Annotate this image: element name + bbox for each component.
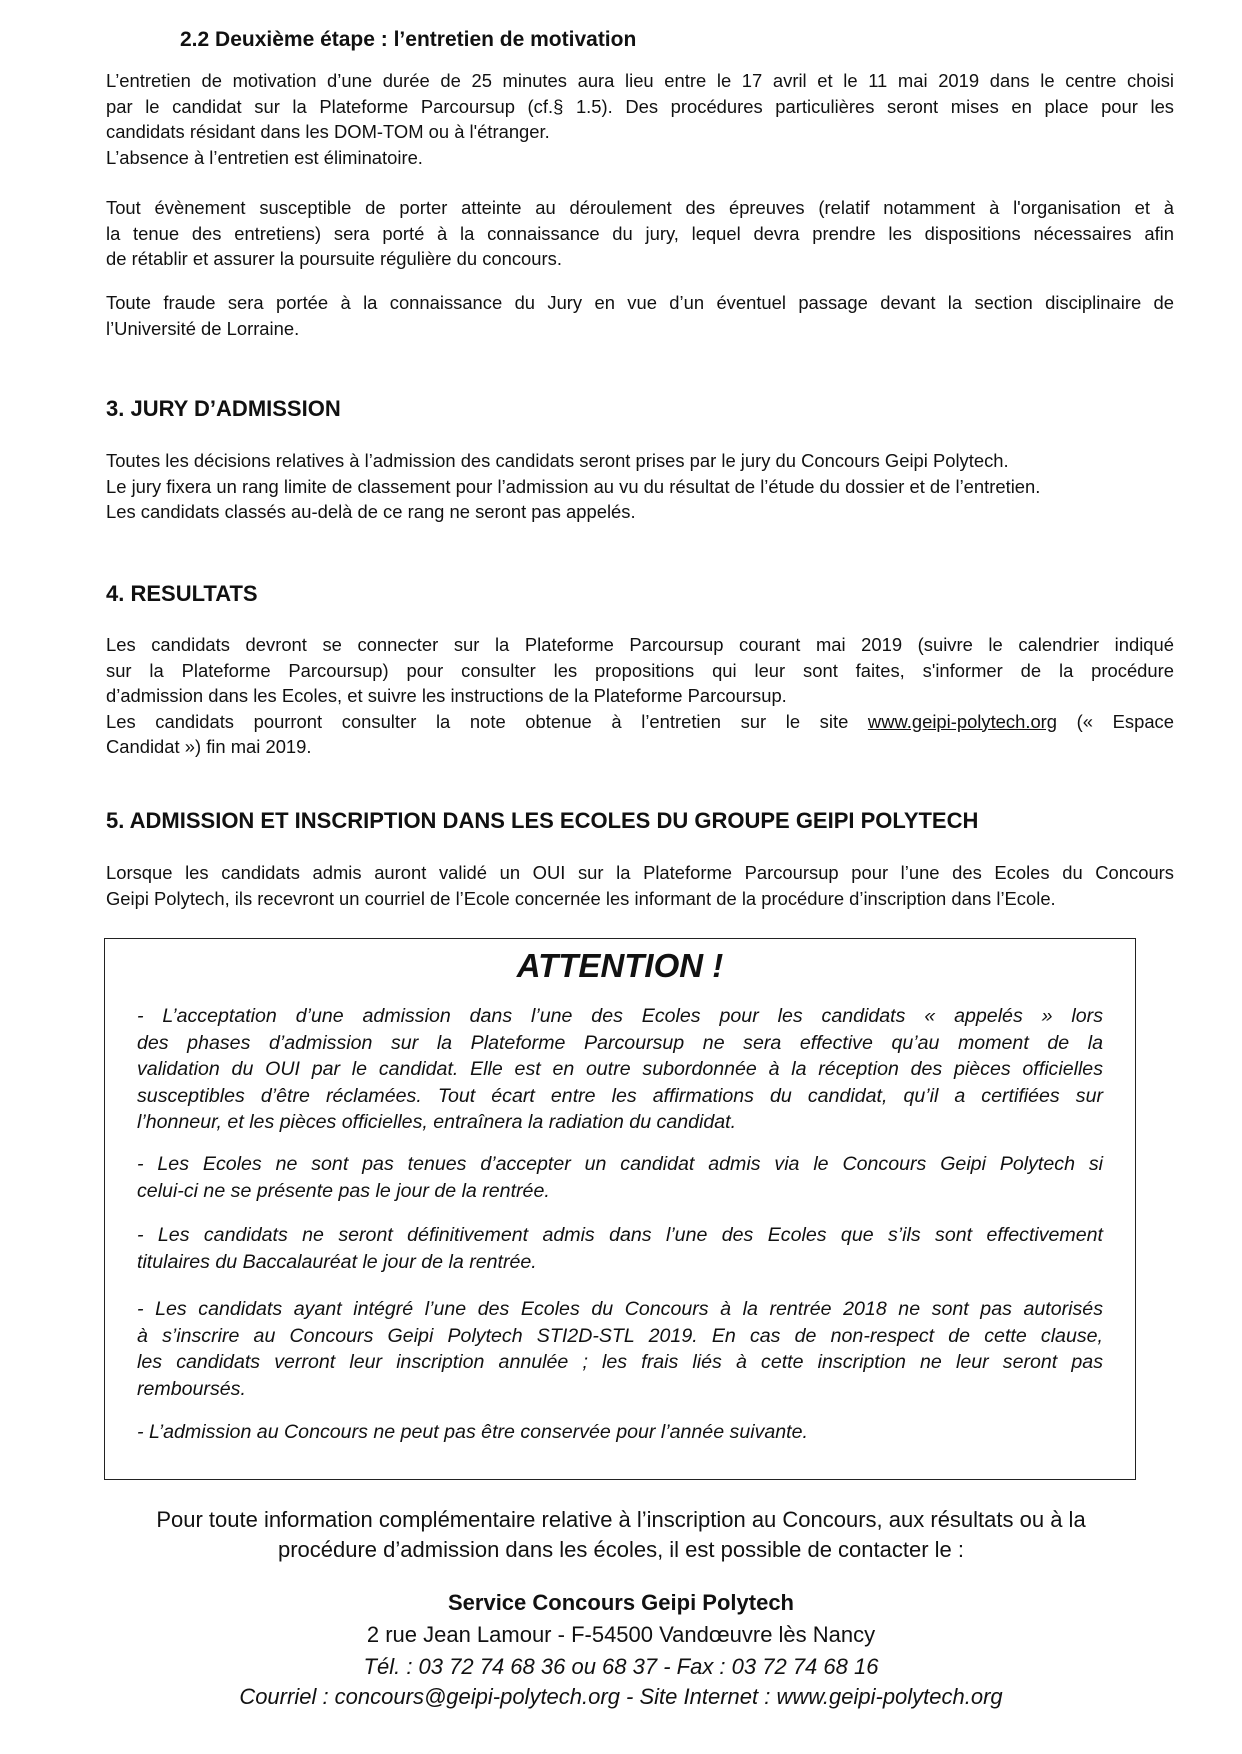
text-line: l’Université de Lorraine. [106,317,300,339]
section-2-2-paragraph-2 [106,195,1174,272]
attention-item [137,1222,1103,1275]
text-line: sur la Plateforme Parcoursup) pour consulter les propositions qui leur sont faites, s'informer de la procédure [106,659,1174,681]
text-fragment: Les candidats pourront consulter la note obtenue à l’entretien sur le site [106,710,849,732]
text-line: Geipi Polytech, ils recevront un courriel de l’Ecole concernée les informant de la procédure d’inscription dans l’Ecole. [106,887,1056,909]
text-line: Candidat ») fin mai 2019. [106,736,312,757]
text-line: Pour toute information complémentaire relative à l’inscription au Concours, aux résultats ou à la [156,1507,1086,1532]
text-line: Lorsque les candidats admis auront validé un OUI sur la Plateforme Parcoursup pour l’une des Ecoles du Concours [106,862,1174,883]
text-line: L’entretien de motivation d’une durée de 25 minutes aura lieu entre le 17 avril et le 11 mai 2019 dans le centre choisi [106,70,1174,91]
text-fragment: (« Espace [1076,710,1174,732]
contact-intro [80,1505,1162,1565]
section-2-2-heading: 2.2 Deuxième étape : l’entretien de motivation [180,28,637,51]
text-line: titulaires du Baccalauréat le jour de la rentrée. [137,1250,537,1273]
section-5-paragraph [106,860,1174,911]
section-3-paragraph [106,448,1174,525]
attention-item [137,1296,1103,1402]
text-line: Tout évènement susceptible de porter atteinte au déroulement des épreuves (relatif notamment à l'organisation et à [106,197,1174,218]
text-line: L’absence à l’entretien est éliminatoire. [106,146,423,168]
contact-address: 2 rue Jean Lamour - F-54500 Vandœuvre lès Nancy [366,1622,876,1647]
text-line: celui-ci ne se présente pas le jour de la rentrée. [137,1179,550,1202]
text-line [106,709,1174,735]
text-line: - L’admission au Concours ne peut pas être conservée pour l’année suivante. [137,1421,808,1443]
section-4-heading: 4. RESULTATS [106,581,258,606]
text-line: candidats résidant dans les DOM-TOM ou à l'étranger. [106,121,550,142]
text-line: par le candidat sur la Plateforme Parcoursup (cf.§ 1.5). Des procédures particulières seront mises en place pour les [106,95,1174,117]
section-5-heading: 5. ADMISSION ET INSCRIPTION DANS LES ECOLES DU GROUPE GEIPI POLYTECH [106,808,979,833]
contact-phone-fax: Tél. : 03 72 74 68 36 ou 68 37 - Fax : 03 72 74 68 16 [363,1654,879,1679]
text-line: les candidats verront leur inscription annulée ; les frais liés à cette inscription ne leur seront pas [137,1351,1103,1373]
text-line: - L’acceptation d’une admission dans l’une des Ecoles pour les candidats « appelés » lors [137,1005,1103,1027]
attention-title: ATTENTION ! [516,947,724,984]
text-line: - Les Ecoles ne sont pas tenues d’accepter un candidat admis via le Concours Geipi Polytech si [137,1153,1103,1175]
text-line: de rétablir et assurer la poursuite régulière du concours. [106,248,562,269]
text-line: - Les candidats ayant intégré l’une des Ecoles du Concours à la rentrée 2018 ne sont pas autorisés [137,1298,1103,1320]
text-line: Le jury fixera un rang limite de classement pour l’admission au vu du résultat de l’étude du dossier et de l’entretien. [106,475,1041,497]
attention-item [137,1151,1103,1204]
attention-box [104,938,1136,1480]
section-4-paragraph [106,632,1174,760]
text-line: procédure d’admission dans les écoles, il est possible de contacter le : [277,1537,965,1562]
attention-item [137,1419,1103,1446]
text-line: à s’inscrire au Concours Geipi Polytech STI2D-STL 2019. En cas de non-respect de cette clause, [137,1324,1103,1347]
text-line: d’admission dans les Ecoles, et suivre les instructions de la Plateforme Parcoursup. [106,685,787,706]
text-line: Les candidats classés au-delà de ce rang ne seront pas appelés. [106,501,636,522]
section-3-heading: 3. JURY D’ADMISSION [106,396,341,421]
contact-email-website: Courriel : concours@geipi-polytech.org - Site Internet : www.geipi-polytech.org [239,1684,1003,1709]
section-2-2-paragraph-3 [106,290,1174,341]
text-line: Les candidats devront se connecter sur la Plateforme Parcoursup courant mai 2019 (suivre le calendrier indiqué [106,634,1174,655]
text-line: - Les candidats ne seront définitivement admis dans l’une des Ecoles que s’ils sont effectivement [137,1224,1103,1246]
text-line: Toutes les décisions relatives à l’admission des candidats seront prises par le jury du Concours Geipi Polytech. [106,450,1009,471]
text-line: des phases d’admission sur la Plateforme Parcoursup ne sera effective qu’au moment de la [137,1031,1103,1054]
geipi-website-link[interactable]: www.geipi-polytech.org [867,710,1058,732]
text-line: la tenue des entretiens) sera porté à la connaissance du jury, lequel devra prendre les dispositions nécessaires afin [106,222,1174,244]
section-2-2-paragraph-1 [106,68,1174,170]
text-line: l’honneur, et les pièces officielles, entraînera la radiation du candidat. [137,1111,737,1133]
text-line: Toute fraude sera portée à la connaissance du Jury en vue d’un éventuel passage devant la section disciplinaire de [106,292,1174,313]
text-line: validation du OUI par le candidat. Elle est en outre subordonnée à la réception des pièces officielles [137,1058,1103,1080]
contact-service-name: Service Concours Geipi Polytech [447,1590,794,1615]
text-line: susceptibles d’être réclamées. Tout écart entre les affirmations du candidat, qu’il a certifiées sur [137,1084,1103,1107]
text-line: remboursés. [137,1377,246,1400]
attention-item [137,1003,1103,1136]
